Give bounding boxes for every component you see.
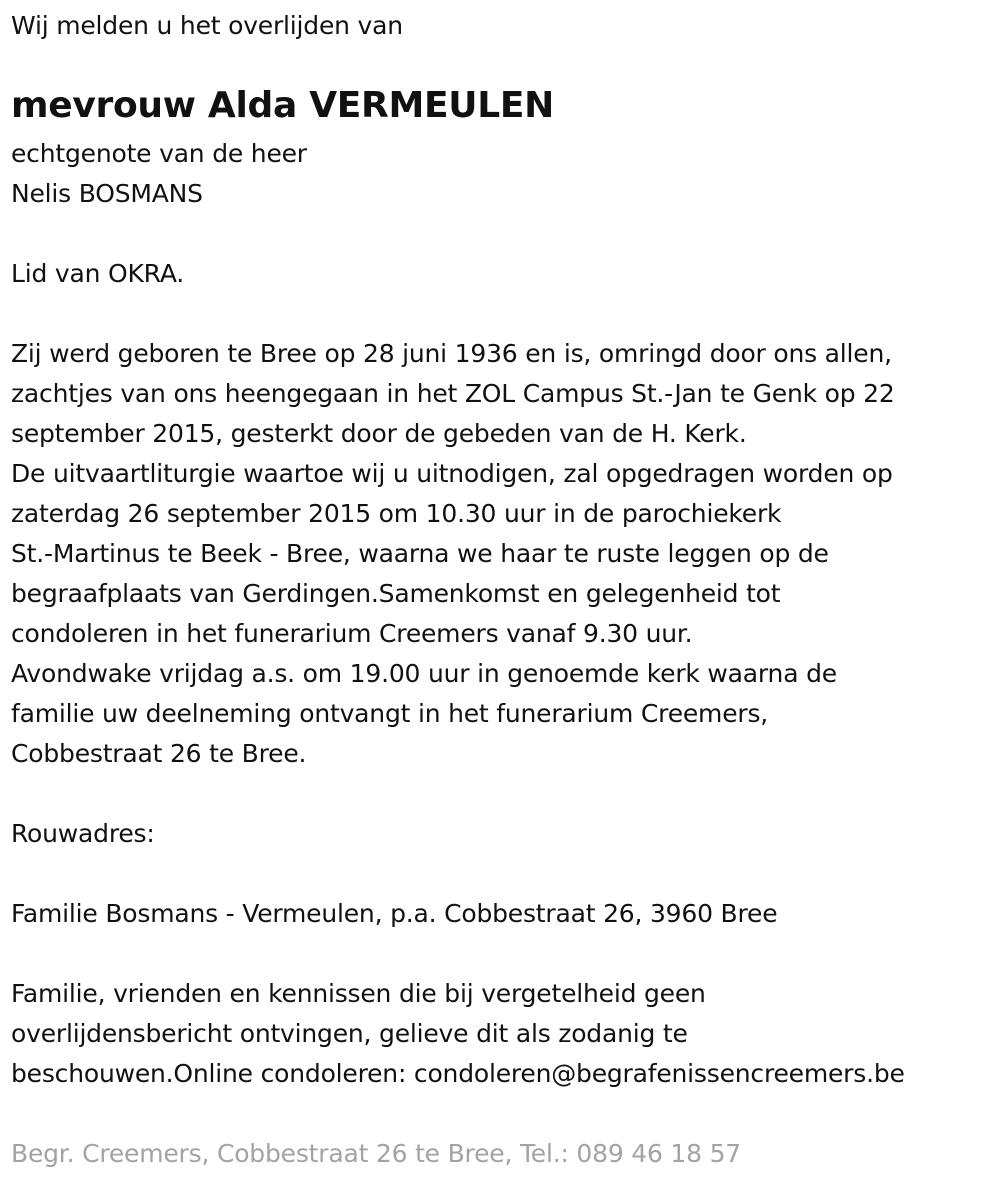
- note-paragraph: [11, 974, 905, 1094]
- spouse-relation: echtgenote van de heer: [11, 139, 307, 168]
- main-text-line: Cobbestraat 26 te Bree.: [11, 739, 307, 768]
- rouwadres-label: Rouwadres:: [11, 819, 155, 848]
- main-text-line: begraafplaats van Gerdingen.Samenkomst en gelegenheid tot: [11, 579, 781, 608]
- main-text-line: zaterdag 26 september 2015 om 10.30 uur in de parochiekerk: [11, 499, 782, 528]
- main-text-line: De uitvaartliturgie waartoe wij u uitnodigen, zal opgedragen worden op: [11, 459, 893, 488]
- deceased-name: mevrouw Alda VERMEULEN: [11, 85, 554, 126]
- main-paragraph: [11, 334, 895, 774]
- membership-text: Lid van OKRA.: [11, 259, 185, 288]
- spouse-name: Nelis BOSMANS: [11, 179, 203, 208]
- membership-block: [11, 254, 184, 294]
- spouse-block: [11, 134, 307, 214]
- footer-block: [11, 1134, 741, 1174]
- footer-contact: Begr. Creemers, Cobbestraat 26 te Bree, Tel.: 089 46 18 57: [11, 1139, 742, 1168]
- main-text-line: september 2015, gesterkt door de gebeden van de H. Kerk.: [11, 419, 747, 448]
- intro-text: Wij melden u het overlijden van: [11, 11, 403, 40]
- note-text-line: beschouwen.Online condoleren: condoleren@begrafenissencreemers.be: [11, 1059, 905, 1088]
- note-text-line: overlijdensbericht ontvingen, gelieve dit als zodanig te: [11, 1019, 688, 1048]
- main-text-line: familie uw deelneming ontvangt in het funerarium Creemers,: [11, 699, 769, 728]
- rouwadres-label-block: [11, 814, 155, 854]
- main-text-line: St.-Martinus te Beek - Bree, waarna we haar te ruste leggen op de: [11, 539, 829, 568]
- rouwadres-block: [11, 894, 777, 934]
- note-text-line: Familie, vrienden en kennissen die bij vergetelheid geen: [11, 979, 706, 1008]
- main-text-line: condoleren in het funerarium Creemers vanaf 9.30 uur.: [11, 619, 693, 648]
- main-text-line: Avondwake vrijdag a.s. om 19.00 uur in genoemde kerk waarna de: [11, 659, 837, 688]
- main-text-line: Zij werd geboren te Bree op 28 juni 1936 en is, omringd door ons allen,: [11, 339, 892, 368]
- rouwadres-address: Familie Bosmans - Vermeulen, p.a. Cobbestraat 26, 3960 Bree: [11, 899, 778, 928]
- main-text-line: zachtjes van ons heengegaan in het ZOL Campus St.-Jan te Genk op 22: [11, 379, 895, 408]
